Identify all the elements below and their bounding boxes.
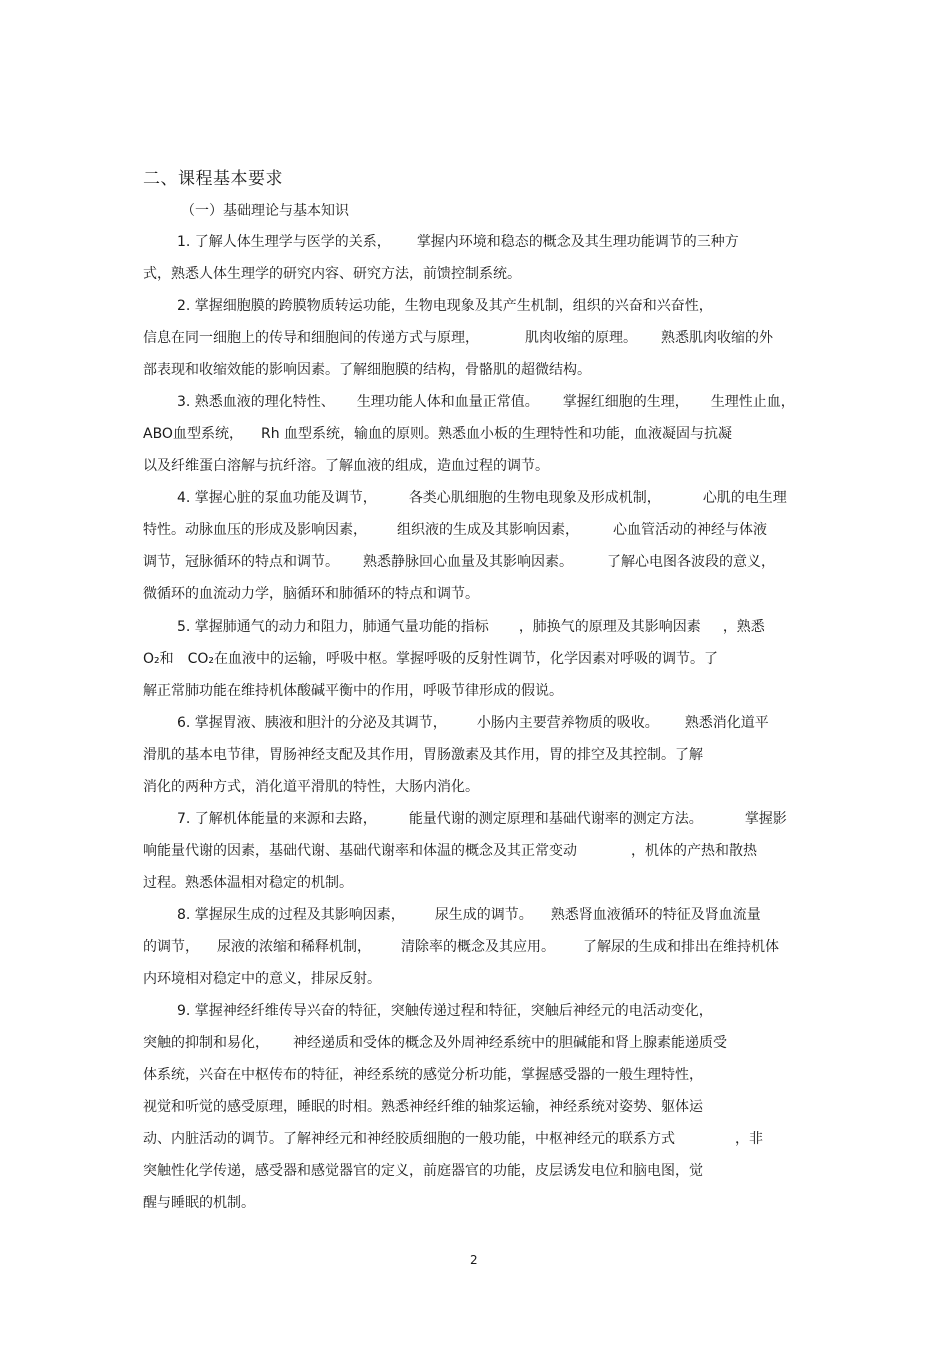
paragraph-line	[177, 488, 787, 508]
text-segment: 神经递质和受体的概念及外周神经系统中的胆碱能和肾上腺素能递质受	[293, 1035, 727, 1051]
text-segment: 生理功能人体和血量正常值。	[356, 394, 539, 410]
text-segment: 4. 掌握心脏的泵血功能及调节，	[177, 490, 377, 506]
text-segment: 组织液的生成及其影响因素，	[397, 522, 579, 538]
paragraph-line	[143, 1161, 703, 1181]
text-segment: 式，熟悉人体生理学的研究内容、研究方法，前馈控制系统。	[143, 266, 521, 282]
text-segment: ，肺换气的原理及其影响因素	[518, 619, 701, 635]
paragraph-line	[143, 777, 479, 797]
text-segment: 能量代谢的测定原理和基础代谢率的测定方法。	[408, 811, 703, 827]
paragraph-line	[143, 552, 775, 572]
text-segment: 了解尿的生成和排出在维持机体	[583, 939, 779, 955]
text-segment: 熟悉肌肉收缩的外	[661, 330, 773, 346]
paragraph-line	[143, 328, 773, 348]
text-segment: 解正常肺功能在维持机体酸碱平衡中的作用，呼吸节律形成的假说。	[143, 683, 563, 699]
paragraph-line	[143, 969, 381, 989]
text-segment: 掌握影	[744, 811, 787, 827]
text-segment: 熟悉静脉回心血量及其影响因素。	[363, 554, 573, 570]
text-segment: 7. 了解机体能量的来源和去路，	[177, 811, 377, 827]
section-heading: 二、课程基本要求	[143, 169, 283, 189]
text-segment: 过程。熟悉体温相对稳定的机制。	[143, 875, 353, 891]
text-segment: Rh 血型系统，输血的原则。熟悉血小板的生理特性和功能，血液凝固与抗凝	[260, 426, 733, 442]
text-segment: 熟悉消化道平	[684, 715, 769, 731]
text-segment: 响能量代谢的因素，基础代谢、基础代谢率和体温的概念及其正常变动	[143, 843, 577, 859]
paragraph-line	[177, 392, 795, 412]
paragraph-line	[177, 713, 769, 733]
paragraph-line	[143, 841, 757, 861]
text-segment: 2. 掌握细胞膜的跨膜物质转运功能，生物电现象及其产生机制，组织的兴奋和兴奋性，	[177, 298, 713, 314]
text-segment: 突触性化学传递，感受器和感觉器官的定义，前庭器官的功能，皮层诱发电位和脑电图，觉	[143, 1163, 703, 1179]
paragraph-line	[143, 1129, 763, 1149]
paragraph-line	[177, 617, 765, 637]
text-segment: 心肌的电生理	[702, 490, 787, 506]
paragraph-line	[177, 296, 713, 316]
paragraph-line	[143, 1097, 703, 1117]
text-segment: 肌肉收缩的原理。	[525, 330, 637, 346]
page-number: 2	[470, 1253, 478, 1267]
paragraph-line	[143, 584, 479, 604]
paragraph-line	[177, 809, 787, 829]
text-segment: 以及纤维蛋白溶解与抗纤溶。了解血液的组成，造血过程的调节。	[143, 458, 549, 474]
text-segment: 了解心电图各波段的意义，	[607, 554, 775, 570]
text-segment: 小肠内主要营养物质的吸收。	[476, 715, 659, 731]
paragraph-line	[143, 649, 718, 669]
paragraph-line	[177, 1001, 713, 1021]
text-segment: O₂和	[143, 651, 174, 667]
text-segment: 视觉和听觉的感受原理，睡眠的时相。熟悉神经纤维的轴浆运输，神经系统对姿势、躯体运	[143, 1099, 703, 1115]
text-segment: ，熟悉	[722, 619, 765, 635]
text-segment: 醒与睡眠的机制。	[143, 1195, 255, 1211]
paragraph-line	[143, 424, 732, 444]
text-segment: 1. 了解人体生理学与医学的关系，	[177, 234, 391, 250]
text-segment: 滑肌的基本电节律，胃肠神经支配及其作用，胃肠激素及其作用，胃的排空及其控制。了解	[143, 747, 703, 763]
text-segment: 微循环的血流动力学，脑循环和肺循环的特点和调节。	[143, 586, 479, 602]
text-segment: 掌握红细胞的生理，	[562, 394, 689, 410]
text-segment: 特性。动脉血压的形成及影响因素，	[143, 522, 367, 538]
text-segment: ABO血型系统，	[143, 426, 243, 442]
paragraph-line	[143, 456, 549, 476]
paragraph-line	[143, 360, 591, 380]
text-segment: 熟悉肾血液循环的特征及肾血流量	[550, 907, 761, 923]
text-segment: 6. 掌握胃液、胰液和胆汁的分泌及其调节，	[177, 715, 447, 731]
text-segment: 动、内脏活动的调节。了解神经元和神经胶质细胞的一般功能，中枢神经元的联系方式	[143, 1131, 675, 1147]
text-segment: 9. 掌握神经纤维传导兴奋的特征，突触传递过程和特征，突触后神经元的电活动变化，	[177, 1003, 713, 1019]
text-segment: 消化的两种方式，消化道平滑肌的特性，大肠内消化。	[143, 779, 479, 795]
text-segment: 体系统，兴奋在中枢传布的特征，神经系统的感觉分析功能，掌握感受器的一般生理特性，	[143, 1067, 703, 1083]
text-segment: 调节，冠脉循环的特点和调节。	[143, 554, 339, 570]
text-segment: 清除率的概念及其应用。	[401, 939, 555, 955]
paragraph-line	[143, 520, 767, 540]
paragraph-line	[143, 745, 703, 765]
paragraph-line	[143, 873, 353, 893]
text-segment: 掌握内环境和稳态的概念及其生理功能调节的三种方	[416, 234, 739, 250]
text-segment: CO₂在血液中的运输，呼吸中枢。掌握呼吸的反射性调节，化学因素对呼吸的调节。了	[187, 651, 719, 667]
paragraph-line	[143, 681, 563, 701]
text-segment: 部表现和收缩效能的影响因素。了解细胞膜的结构，骨骼肌的超微结构。	[143, 362, 591, 378]
paragraph-line	[177, 905, 761, 925]
paragraph-line	[143, 937, 779, 957]
subsection-heading: （一）基础理论与基本知识	[181, 203, 349, 219]
text-segment: 尿液的浓缩和稀释机制，	[217, 939, 371, 955]
text-segment: 8. 掌握尿生成的过程及其影响因素，	[177, 907, 405, 923]
text-segment: ，非	[735, 1131, 763, 1147]
paragraph-line	[143, 1193, 255, 1213]
paragraph-line	[177, 232, 739, 252]
text-segment: 的调节，	[143, 939, 199, 955]
text-segment: 尿生成的调节。	[434, 907, 533, 923]
paragraph-line	[143, 264, 521, 284]
text-segment: 5. 掌握肺通气的动力和阻力，肺通气量功能的指标	[177, 619, 489, 635]
text-segment: 3. 熟悉血液的理化特性、	[177, 394, 335, 410]
text-segment: ，机体的产热和散热	[631, 843, 757, 859]
text-segment: 生理性止血，	[710, 394, 795, 410]
text-segment: 各类心肌细胞的生物电现象及形成机制，	[408, 490, 661, 506]
paragraph-line	[143, 1065, 703, 1085]
text-segment: 内环境相对稳定中的意义，排尿反射。	[143, 971, 381, 987]
paragraph-line	[143, 1033, 727, 1053]
text-segment: 心血管活动的神经与体液	[613, 522, 767, 538]
text-segment: 突触的抑制和易化，	[143, 1035, 269, 1051]
text-segment: 信息在同一细胞上的传导和细胞间的传递方式与原理，	[143, 330, 479, 346]
